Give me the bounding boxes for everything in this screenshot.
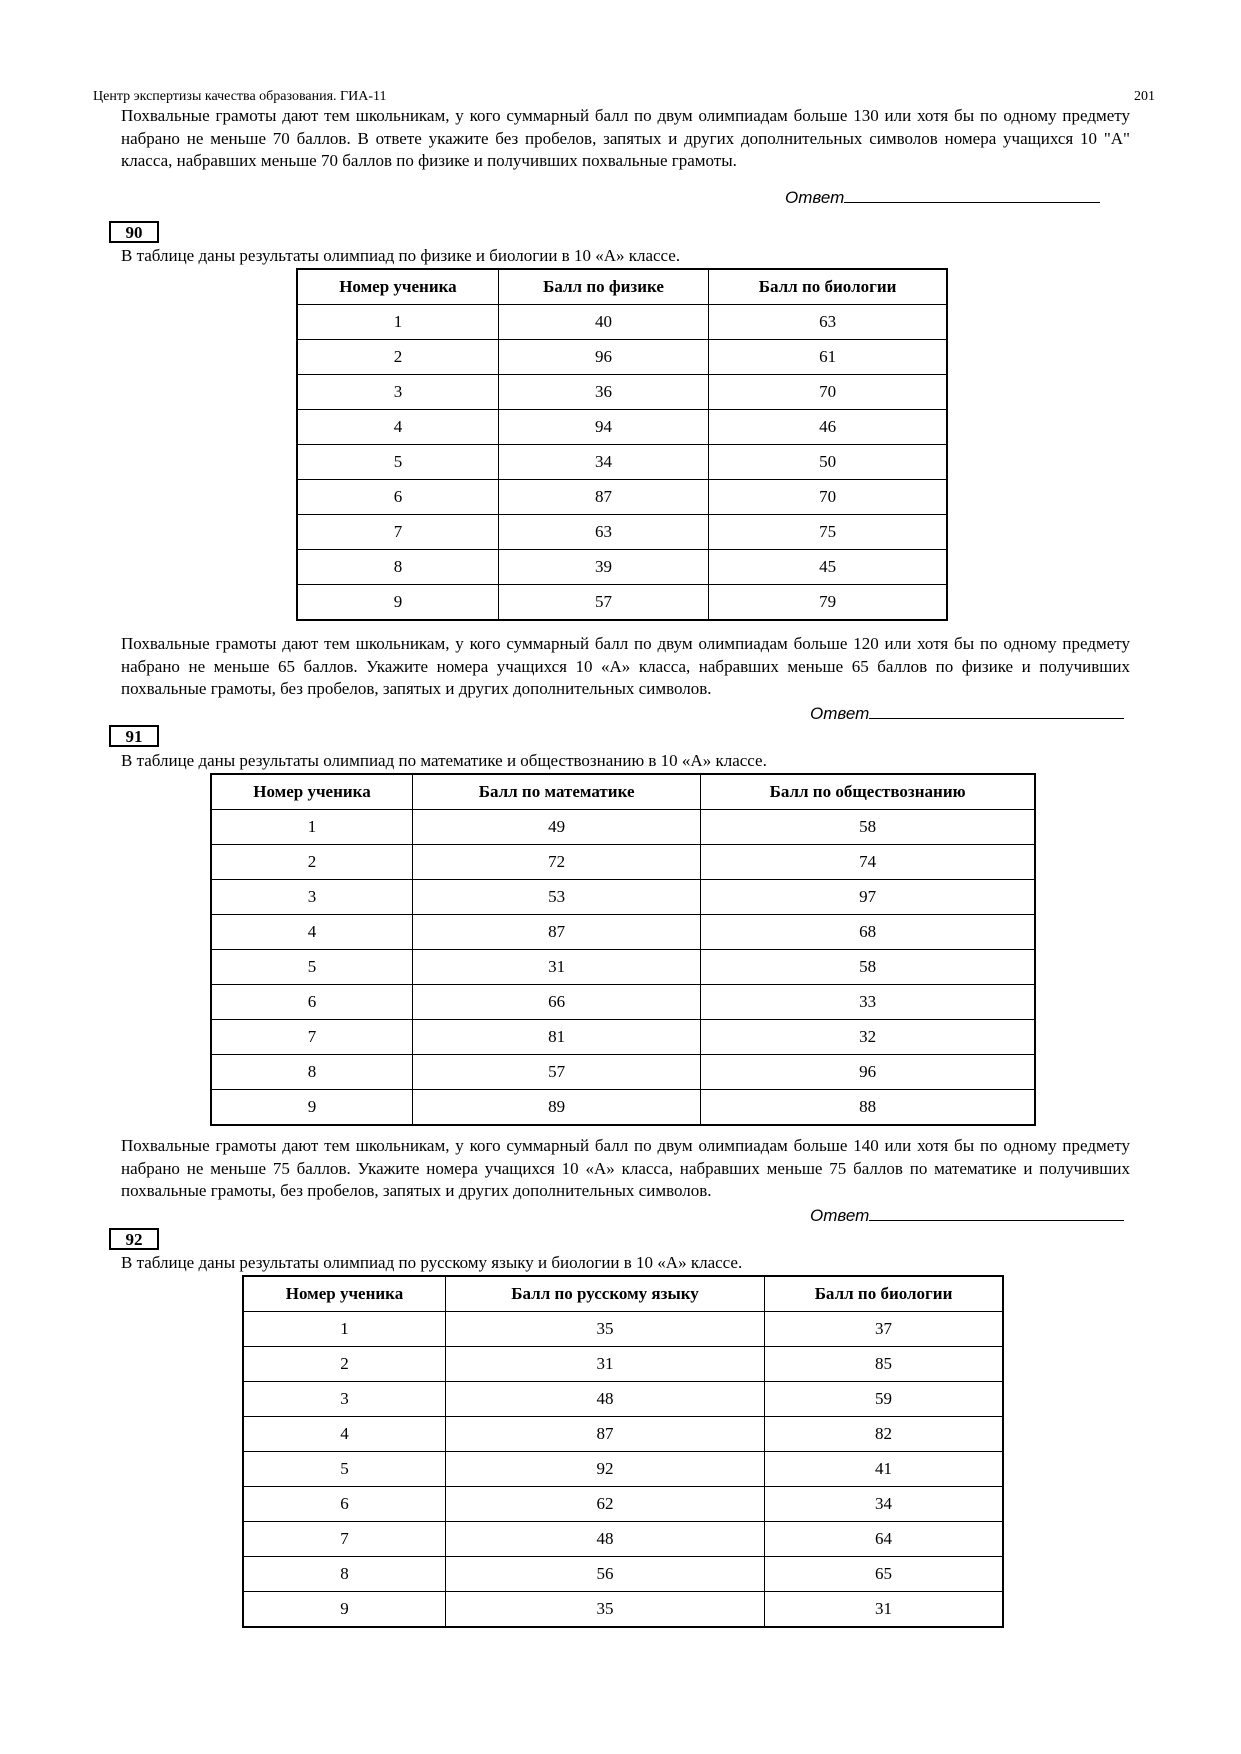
prev-answer [785,186,1100,208]
table-cell: 97 [701,880,1035,915]
table-cell: 75 [709,515,947,550]
table-row [297,410,947,445]
table-cell: 87 [498,480,708,515]
table-cell: 92 [445,1452,764,1487]
table-row [211,915,1035,950]
table-cell: 53 [412,880,700,915]
table-cell: 2 [211,845,412,880]
page-number: 201 [1134,89,1155,104]
table-cell: 4 [297,410,498,445]
table-cell: 9 [211,1090,412,1126]
table-row [297,585,947,621]
table-cell: 49 [412,810,700,845]
table-cell: 85 [765,1347,1003,1382]
column-header: Балл по биологии [765,1276,1003,1312]
table-row [297,340,947,375]
table-cell: 5 [243,1452,445,1487]
table-cell: 56 [445,1557,764,1592]
table-cell: 7 [243,1522,445,1557]
table-cell: 74 [701,845,1035,880]
table-cell: 2 [243,1347,445,1382]
table-row [297,375,947,410]
column-header: Балл по математике [412,774,700,810]
table-cell: 5 [211,950,412,985]
table-cell: 39 [498,550,708,585]
table-row [211,1055,1035,1090]
prev-task-text: Похвальные грамоты дают тем школьникам, у кого суммарный балл по двум олимпиадам больше 130 или хотя бы по одному предмету набрано не меньше 70 баллов. В ответе укажите без пробелов, запятых и других дополнительных символов номера учащихся 10 "А" класса, набравших меньше 70 баллов по физике и получивших похвальные грамоты. [121,106,1130,170]
answer-label: Ответ [810,704,870,723]
table-cell: 89 [412,1090,700,1126]
table-cell: 63 [498,515,708,550]
answer-field [810,702,1124,724]
table-row [243,1312,1003,1347]
table-row [297,480,947,515]
table-cell: 81 [412,1020,700,1055]
table-cell: 31 [412,950,700,985]
task-number: 91 [109,725,159,747]
table-row [211,810,1035,845]
table-row [243,1382,1003,1417]
column-header: Номер ученика [297,269,498,305]
table-row [297,515,947,550]
table-cell: 48 [445,1522,764,1557]
table-cell: 9 [297,585,498,621]
table-cell: 3 [211,880,412,915]
table-row [211,1020,1035,1055]
table-cell: 4 [243,1417,445,1452]
table-cell: 37 [765,1312,1003,1347]
table-header-row [243,1276,1003,1312]
table-cell: 59 [765,1382,1003,1417]
table-cell: 34 [498,445,708,480]
table-cell: 88 [701,1090,1035,1126]
scores-table [296,268,948,621]
column-header: Балл по русскому языку [445,1276,764,1312]
table-row [297,445,947,480]
column-header: Номер ученика [211,774,412,810]
column-header: Балл по физике [498,269,708,305]
table-cell: 5 [297,445,498,480]
table-cell: 72 [412,845,700,880]
table-cell: 63 [709,305,947,340]
task-number: 92 [109,1228,159,1250]
table-cell: 58 [701,810,1035,845]
table-row [243,1417,1003,1452]
table-cell: 8 [243,1557,445,1592]
table-cell: 48 [445,1382,764,1417]
table-row [211,1090,1035,1126]
table-cell: 3 [297,375,498,410]
table-cell: 6 [243,1487,445,1522]
scores-table [210,773,1036,1126]
column-header: Балл по биологии [709,269,947,305]
column-header: Балл по обществознанию [701,774,1035,810]
table-cell: 31 [445,1347,764,1382]
task-text: Похвальные грамоты дают тем школьникам, у кого суммарный балл по двум олимпиадам больше 140 или хотя бы по одному предмету набрано не меньше 75 баллов. Укажите номера учащихся 10 «А» класса, набравших меньше 75 баллов по математике и получивших похвальные грамоты, без пробелов, запятых и других дополнительных символов. [121,1136,1130,1200]
task-text: Похвальные грамоты дают тем школьникам, у кого суммарный балл по двум олимпиадам больше 120 или хотя бы по одному предмету набрано не меньше 65 баллов. Укажите номера учащихся 10 «А» класса, набравших меньше 65 баллов по физике и получивших похвальные грамоты, без пробелов, запятых и других дополнительных символов. [121,634,1130,698]
table-cell: 6 [297,480,498,515]
table-cell: 79 [709,585,947,621]
task-intro: В таблице даны результаты олимпиад по математике и обществознанию в 10 «А» классе. [121,751,767,770]
table-cell: 64 [765,1522,1003,1557]
table-cell: 35 [445,1312,764,1347]
table-cell: 96 [701,1055,1035,1090]
table-cell: 62 [445,1487,764,1522]
table-cell: 3 [243,1382,445,1417]
table-cell: 61 [709,340,947,375]
table-row [243,1347,1003,1382]
table-cell: 31 [765,1592,1003,1628]
table-cell: 8 [211,1055,412,1090]
table-cell: 70 [709,375,947,410]
table-cell: 7 [297,515,498,550]
table-row [211,845,1035,880]
table-cell: 57 [498,585,708,621]
table-cell: 1 [243,1312,445,1347]
table-row [243,1592,1003,1628]
table-row [211,880,1035,915]
table-cell: 94 [498,410,708,445]
table-cell: 35 [445,1592,764,1628]
scores-table [242,1275,1004,1628]
table-row [243,1522,1003,1557]
table-cell: 70 [709,480,947,515]
table-cell: 6 [211,985,412,1020]
table-cell: 1 [211,810,412,845]
answer-line [844,186,1100,203]
table-cell: 57 [412,1055,700,1090]
table-cell: 32 [701,1020,1035,1055]
table-row [211,985,1035,1020]
answer-label: Ответ [785,188,845,207]
table-cell: 8 [297,550,498,585]
table-cell: 33 [701,985,1035,1020]
table-cell: 58 [701,950,1035,985]
table-cell: 87 [445,1417,764,1452]
table-cell: 40 [498,305,708,340]
column-header: Номер ученика [243,1276,445,1312]
table-row [297,305,947,340]
table-row [243,1487,1003,1522]
table-cell: 65 [765,1557,1003,1592]
table-cell: 68 [701,915,1035,950]
table-cell: 7 [211,1020,412,1055]
task-number: 90 [109,221,159,243]
table-row [297,550,947,585]
answer-line [869,1204,1124,1221]
table-cell: 34 [765,1487,1003,1522]
table-cell: 41 [765,1452,1003,1487]
task-intro: В таблице даны результаты олимпиад по физике и биологии в 10 «А» классе. [121,246,681,265]
table-cell: 36 [498,375,708,410]
table-cell: 87 [412,915,700,950]
table-cell: 4 [211,915,412,950]
table-cell: 2 [297,340,498,375]
table-cell: 45 [709,550,947,585]
task-intro: В таблице даны результаты олимпиад по русскому языку и биологии в 10 «А» классе. [121,1253,743,1272]
answer-field [810,1204,1124,1226]
table-row [243,1557,1003,1592]
document-source: Центр экспертизы качества образования. ГИА-11 [93,89,387,104]
answer-label: Ответ [810,1206,870,1225]
table-cell: 66 [412,985,700,1020]
table-cell: 9 [243,1592,445,1628]
table-cell: 1 [297,305,498,340]
table-cell: 50 [709,445,947,480]
table-row [211,950,1035,985]
table-header-row [297,269,947,305]
table-cell: 46 [709,410,947,445]
table-cell: 96 [498,340,708,375]
table-header-row [211,774,1035,810]
table-cell: 82 [765,1417,1003,1452]
answer-line [869,702,1124,719]
table-row [243,1452,1003,1487]
